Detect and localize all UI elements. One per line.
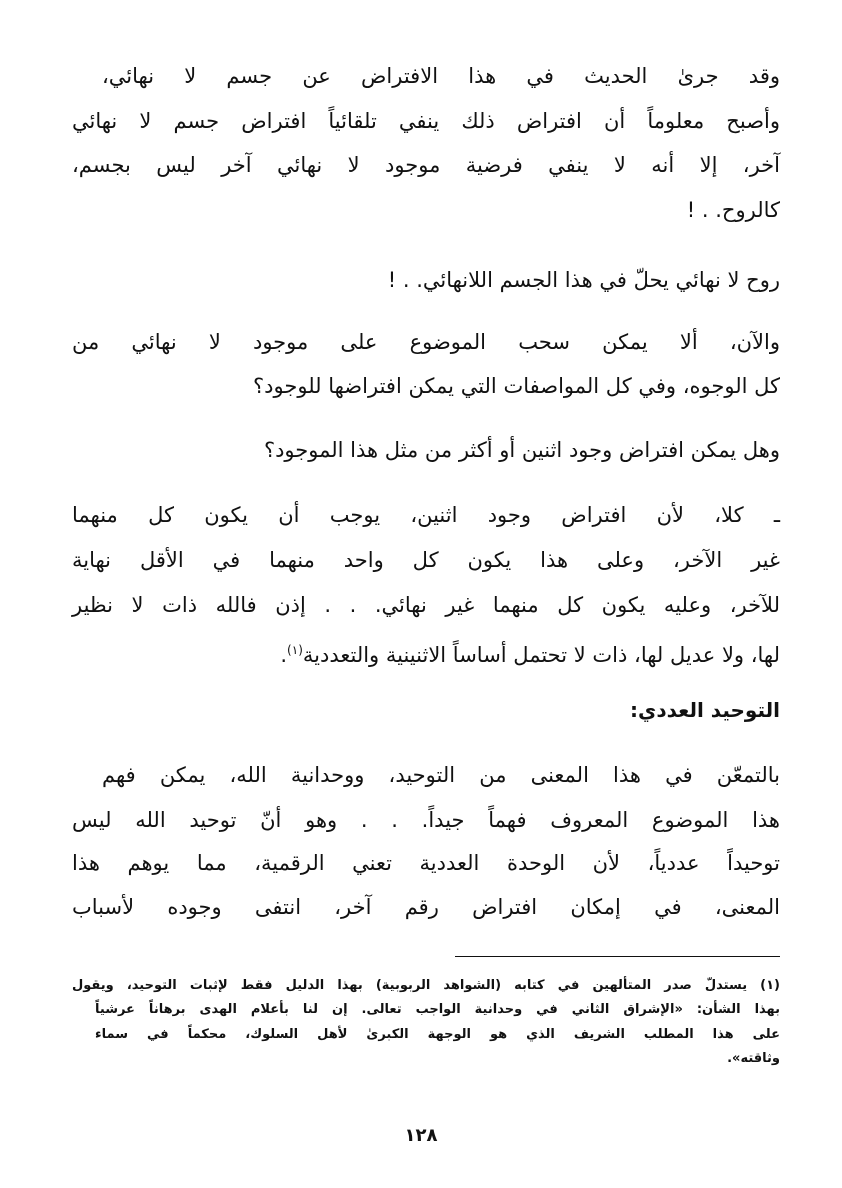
text-line	[72, 630, 780, 670]
text-line: روح لا نهائي يحلّ في هذا الجسم اللانهائي. . !	[387, 268, 780, 292]
footnote-divider	[455, 956, 780, 957]
text-line: كالروح. . !	[686, 198, 780, 222]
footnote-line: على هذا المطلب الشريف الذي هو الوجهة الكبرىٰ لأهل السلوك، محكماً في سماء	[95, 1027, 780, 1042]
text-line: توحيداً عددياً، لأن الوحدة العددية تعني الرقمية، مما يوهم هذا	[72, 851, 780, 875]
text-line: وقد جرىٰ الحديث في هذا الافتراض عن جسم لا نهائي،	[102, 64, 780, 88]
text-line: للآخر، وعليه يكون كل منهما غير نهائي. . . إذن فالله ذات لا نظير	[72, 593, 780, 617]
text-line: وهل يمكن افتراض وجود اثنين أو أكثر من مثل هذا الموجود؟	[263, 438, 780, 462]
text-line: غير الآخر، وعلى هذا يكون كل واحد منهما في الأقل نهاية	[72, 548, 780, 572]
footnote-line: (١) يستدلّ صدر المتألهين في كتابه (الشواهد الربوبية) بهذا الدليل فقط لإثبات التوحيد، ويقول	[72, 978, 780, 993]
text-line: المعنى، في إمكان افتراض رقم آخر، انتفى وجوده لأسباب	[72, 895, 780, 919]
text-line: بالتمعّن في هذا المعنى من التوحيد، ووحدانية الله، يمكن فهم	[102, 763, 780, 787]
period: .	[280, 643, 288, 667]
text-segment: لها، ولا عديل لها، ذات لا تحتمل أساساً الاثنينية والتعددية	[302, 643, 780, 667]
text-line: هذا الموضوع المعروف فهماً جيداً. . . وهو أنّ توحيد الله ليس	[72, 808, 780, 832]
footnote-reference[interactable]: (١)	[287, 643, 303, 657]
footnote-line: وثاقته».	[727, 1051, 780, 1066]
text-line: وأصبح معلوماً أن افتراض ذلك ينفي تلقائياً افتراض جسم لا نهائي	[72, 109, 780, 133]
text-line: والآن، ألا يمكن سحب الموضوع على موجود لا نهائي من	[72, 330, 780, 354]
footnote-line: بهذا الشأن: «الإشراق الثاني في وحدانية الواجب تعالى. إن لنا بأعلام الهدى برهاناً عرشياً	[95, 1002, 780, 1017]
text-line: كل الوجوه، وفي كل المواصفات التي يمكن افتراضها للوجود؟	[253, 374, 780, 398]
section-heading: التوحيد العددي:	[630, 698, 780, 722]
text-line: ـ كلا، لأن افتراض وجود اثنين، يوجب أن يكون كل منهما	[72, 503, 780, 527]
text-line: آخر، إلا أنه لا ينفي فرضية موجود لا نهائي آخر ليس بجسم،	[72, 153, 780, 177]
page-number: ١٢٨	[404, 1125, 438, 1146]
